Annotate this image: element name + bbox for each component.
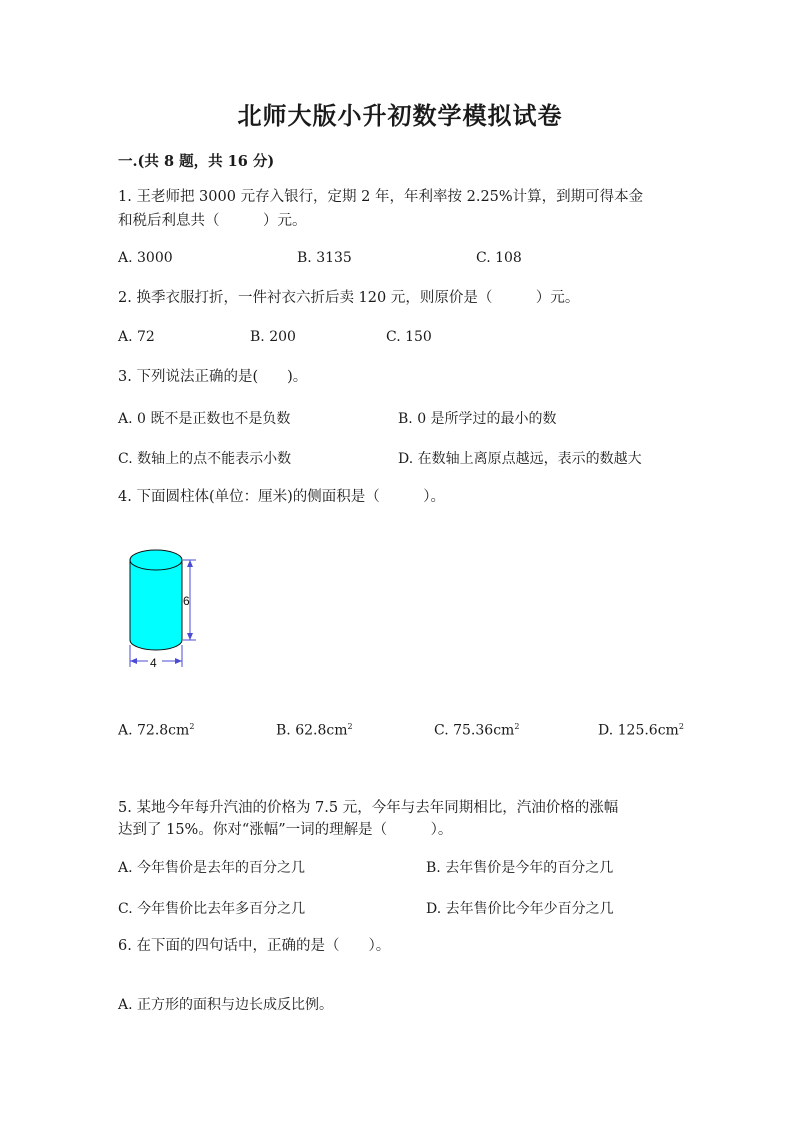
unit-superscript: 2 <box>678 722 684 731</box>
question-4-option-c <box>434 722 519 739</box>
question-3-option-b: B. 0 是所学过的最小的数 <box>398 411 557 427</box>
question-5-line-2: 达到了 15%。你对“涨幅”一词的理解是（ ）。 <box>118 822 453 838</box>
question-4-option-d <box>598 722 684 739</box>
question-5-option-b: B. 去年售价是今年的百分之几 <box>426 860 614 876</box>
question-3: 3. 下列说法正确的是( )。 <box>118 369 308 385</box>
question-6-option-a: A. 正方形的面积与边长成反比例。 <box>118 997 334 1013</box>
question-1-line-2: 和税后利息共（ ）元。 <box>118 213 307 229</box>
question-5-option-a: A. 今年售价是去年的百分之几 <box>118 860 306 876</box>
question-4: 4. 下面圆柱体(单位：厘米)的侧面积是（ ）。 <box>118 489 446 505</box>
option-a-text: A. 72.8cm <box>118 722 190 739</box>
cylinder-height-label: 6 <box>183 594 190 608</box>
section-heading: 一.(共 8 题，共 16 分) <box>118 153 275 170</box>
question-1-option-a: A. 3000 <box>118 250 173 266</box>
option-b-text: B. 62.8cm <box>276 722 348 739</box>
cylinder-figure <box>118 535 208 680</box>
question-6: 6. 在下面的四句话中，正确的是（ ）。 <box>118 938 391 954</box>
unit-superscript: 2 <box>514 722 520 731</box>
unit-superscript: 2 <box>189 722 195 731</box>
question-2: 2. 换季衣服打折，一件衬衣六折后卖 120 元，则原价是（ ）元。 <box>118 290 580 306</box>
question-3-option-a: A. 0 既不是正数也不是负数 <box>118 411 291 427</box>
question-4-option-a <box>118 722 194 739</box>
option-d-text: D. 125.6cm <box>598 722 679 739</box>
question-1-line-1: 1. 王老师把 3000 元存入银行，定期 2 年，年利率按 2.25%计算，到期可得本金 <box>118 189 644 205</box>
question-2-option-b: B. 200 <box>250 329 296 345</box>
question-4-option-b <box>276 722 353 739</box>
unit-superscript: 2 <box>347 722 353 731</box>
question-1-option-b: B. 3135 <box>297 250 352 266</box>
question-2-option-a: A. 72 <box>118 329 155 345</box>
question-3-option-c: C. 数轴上的点不能表示小数 <box>118 451 292 467</box>
question-5-option-c: C. 今年售价比去年多百分之几 <box>118 901 306 917</box>
question-3-option-d: D. 在数轴上离原点越远，表示的数越大 <box>398 451 642 467</box>
cylinder-diameter-label: 4 <box>150 656 157 670</box>
page-title: 北师大版小升初数学模拟试卷 <box>237 101 563 130</box>
option-c-text: C. 75.36cm <box>434 722 515 739</box>
question-2-option-c: C. 150 <box>386 329 432 345</box>
question-1-option-c: C. 108 <box>476 250 522 266</box>
question-5-option-d: D. 去年售价比今年少百分之几 <box>426 901 614 917</box>
question-5-line-1: 5. 某地今年每升汽油的价格为 7.5 元，今年与去年同期相比，汽油价格的涨幅 <box>118 800 619 816</box>
